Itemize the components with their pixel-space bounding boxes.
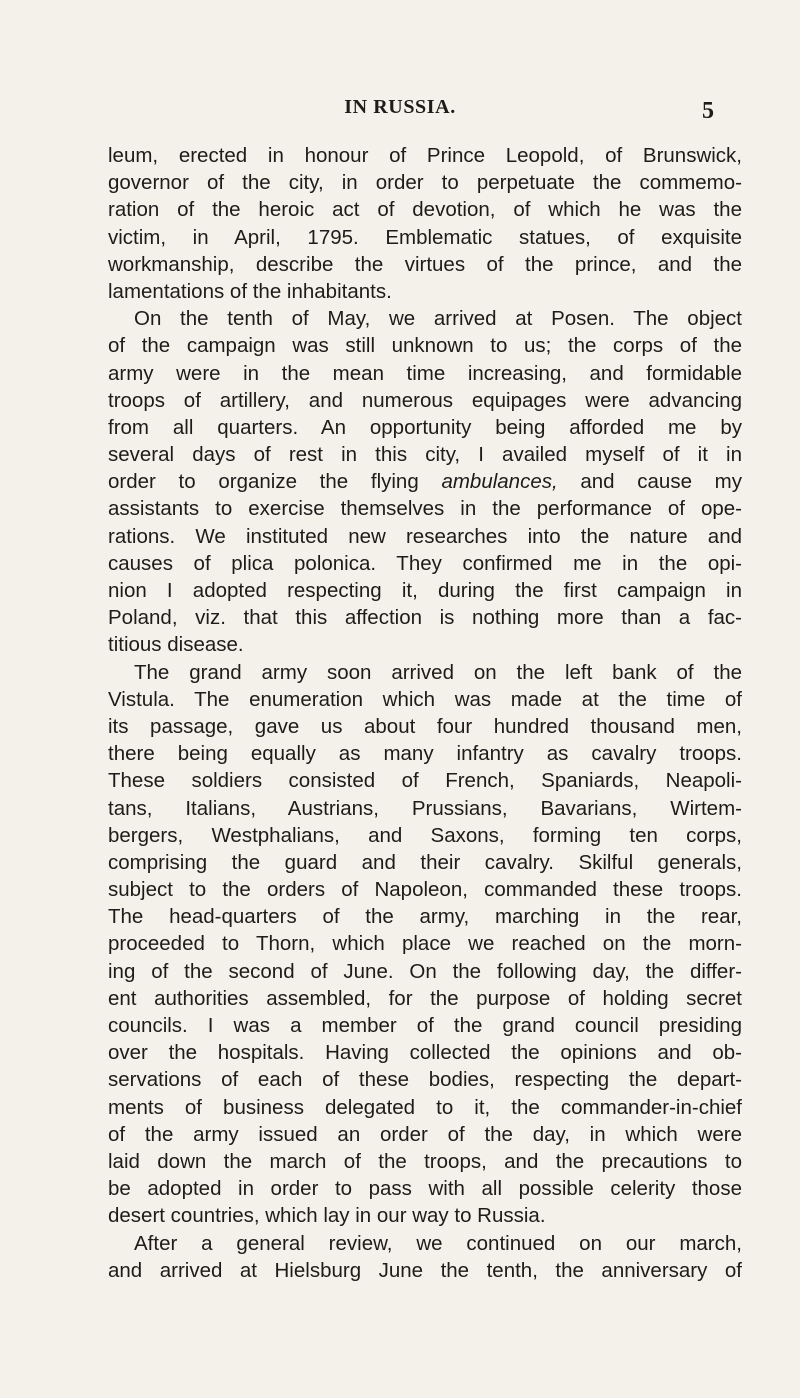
text-line: After a general review, we continued on our march, [134,1231,742,1255]
text-line: ration of the heroic act of devotion, of which he was the [108,198,742,222]
text-line: and arrived at Hielsburg June the tenth, the anniversary of [108,1258,742,1282]
text-line: These soldiers consisted of French, Spaniards, Neapoli- [108,769,742,793]
text-line: bergers, Westphalians, and Saxons, forming ten corps, [108,823,742,847]
text-line: there being equally as many infantry as cavalry troops. [108,742,742,766]
text-line: victim, in April, 1795. Emblematic statues, of exquisite [108,225,742,249]
text-segment: order to organize the flying [108,470,442,494]
text-line: desert countries, which lay in our way to Russia. [108,1204,546,1228]
text-line: army were in the mean time increasing, and formidable [108,361,742,385]
text-line: workmanship, describe the virtues of the prince, and the [108,252,742,276]
text-line: On the tenth of May, we arrived at Posen. The object [134,307,742,331]
text-line: troops of artillery, and numerous equipages were advancing [108,388,742,412]
text-line: its passage, gave us about four hundred thousand men, [108,714,742,738]
text-line: ent authorities assembled, for the purpose of holding secret [108,986,742,1010]
text-line: tans, Italians, Austrians, Prussians, Bavarians, Wirtem- [108,796,742,820]
running-title: IN RUSSIA. [344,96,456,118]
text-line: subject to the orders of Napoleon, commanded these troops. [108,878,742,902]
text-line: ing of the second of June. On the following day, the differ- [108,959,742,983]
text-line: councils. I was a member of the grand council presiding [108,1014,742,1037]
italic-term: ambulances, [441,470,558,494]
text-line: comprising the guard and their cavalry. Skilful generals, [108,850,742,874]
text-line: laid down the march of the troops, and the precautions to [108,1149,742,1173]
text-line: servations of each of these bodies, respecting the depart- [108,1068,742,1092]
text-line: governor of the city, in order to perpetuate the commemo- [108,171,742,195]
text-line: several days of rest in this city, I availed myself of it in [108,443,742,467]
text-line: from all quarters. An opportunity being afforded me by [108,415,742,439]
text-line: assistants to exercise themselves in the performance of ope- [108,497,742,521]
text-line: of the campaign was still unknown to us; the corps of the [108,334,742,358]
page-number: 5 [702,98,714,124]
text-line: proceeded to Thorn, which place we reached on the morn- [108,932,742,956]
text-line: be adopted in order to pass with all possible celerity those [108,1177,742,1201]
text-line: Vistula. The enumeration which was made at the time of [108,687,742,711]
text-line: lamentations of the inhabitants. [108,279,392,303]
text-line: rations. We instituted new researches into the nature and [108,524,742,548]
text-line: leum, erected in honour of Prince Leopold, of Brunswick, [108,144,742,167]
body-text [108,142,742,1284]
text-line: Poland, viz. that this affection is nothing more than a fac- [108,606,742,630]
text-line [108,468,742,495]
text-line: ments of business delegated to it, the commander-in-chief [108,1095,742,1119]
text-line: The head-quarters of the army, marching in the rear, [108,905,742,929]
text-line: causes of plica polonica. They confirmed me in the opi- [108,551,742,575]
text-line: The grand army soon arrived on the left bank of the [134,660,742,684]
running-head [0,96,800,132]
text-line: nion I adopted respecting it, during the first campaign in [108,579,742,602]
text-line: titious disease. [108,633,244,657]
text-line: of the army issued an order of the day, in which were [108,1122,742,1146]
text-segment: and cause my [557,470,742,494]
text-line: over the hospitals. Having collected the opinions and ob- [108,1041,742,1065]
